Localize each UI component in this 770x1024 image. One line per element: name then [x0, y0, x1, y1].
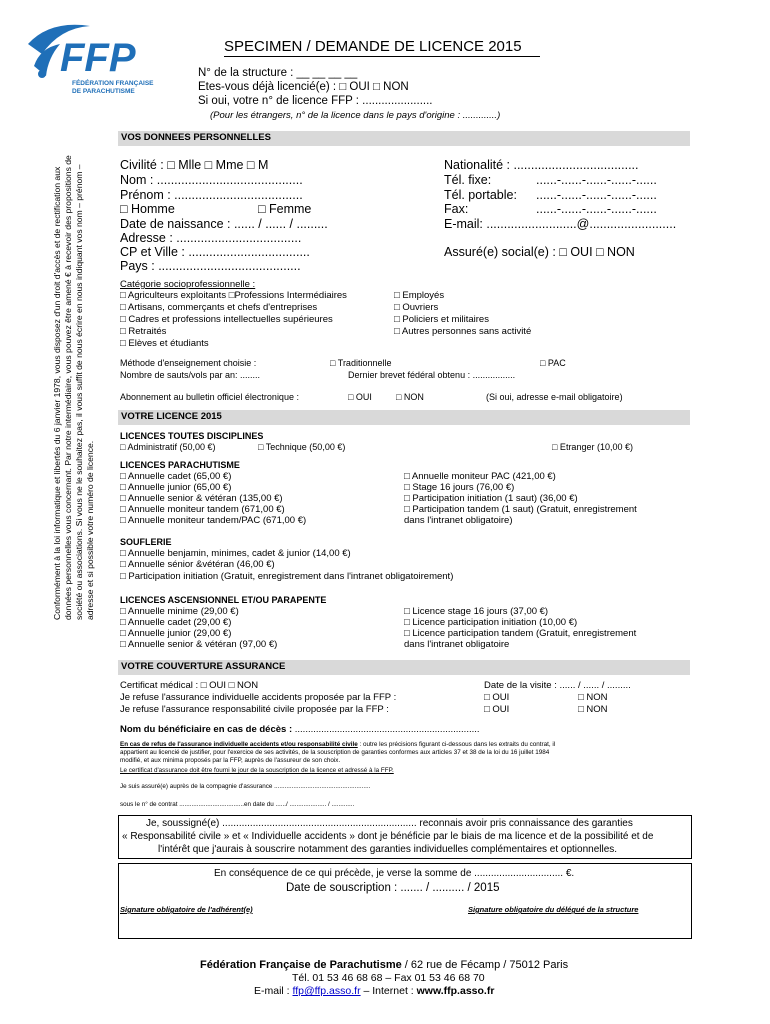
acknowledgement-line-3: l'intérêt que j'aurais à souscrire notamment des garanties individuelles complémentaires et optionnelles.: [158, 844, 618, 855]
licence-option[interactable]: □ Participation tandem (1 saut) (Gratuit, enregistrement: [404, 504, 637, 515]
refusal-text-line-2: appartient au licencié de justifier, pour l'exercice de ses activités, de la souscription de garanties conformes aux articles 37 et 38 de la loi du 16 juillet 1984: [120, 749, 550, 756]
footer-phone-fax: Tél. 01 53 46 68 68 – Fax 01 53 46 68 70: [292, 972, 485, 984]
beneficiary-dots: ......................................................................: [292, 724, 480, 735]
csp-option[interactable]: □ Elèves et étudiants: [120, 338, 209, 349]
last-name-field[interactable]: Nom : ..........................................: [120, 173, 303, 187]
beneficiary-label: Nom du bénéficiaire en cas de décès :: [120, 724, 293, 735]
acknowledgement-line-1[interactable]: Je, soussigné(e) ...................................................................... reconnais avoir pris connaissance des garanties: [146, 818, 633, 829]
fax-field[interactable]: ......-......-......-......-......: [536, 202, 657, 216]
licence-option[interactable]: □ Annuelle senior & vétéran (97,00 €): [120, 639, 278, 650]
acknowledgement-line-2: « Responsabilité civile » et « Individuelle accidents » dont je bénéficie par le biais de ma licence et de la possibilité et de: [122, 831, 654, 842]
email-field[interactable]: E-mail: ..........................@.........................: [444, 217, 677, 231]
refuse-rc-insurance: Je refuse l'assurance responsabilité civile proposée par la FFP :: [120, 704, 389, 715]
bulletin-note: (Si oui, adresse e-mail obligatoire): [486, 392, 623, 402]
fax-label: Fax:: [444, 202, 469, 216]
rc-no-checkbox[interactable]: □ NON: [578, 704, 608, 715]
title-underline: [224, 56, 540, 57]
male-checkbox[interactable]: □ Homme: [120, 202, 175, 216]
contract-field[interactable]: sous le n° de contrat .....................................en date du ....../ ..................... / .............: [120, 801, 355, 808]
refusal-text-line-3: modifié, et aux minima proposés par la FFP, auprès de l'assureur de son choix.: [120, 757, 341, 764]
landline-label: Tél. fixe:: [444, 173, 492, 187]
licence-technique[interactable]: □ Technique (50,00 €): [258, 442, 346, 452]
licence-option[interactable]: □ Annuelle junior (65,00 €): [120, 482, 232, 493]
beneficiary-field[interactable]: [120, 724, 480, 735]
licence-option[interactable]: □ Annuelle cadet (29,00 €): [120, 617, 232, 628]
csp-option[interactable]: □ Autres personnes sans activité: [394, 326, 532, 337]
pac-checkbox[interactable]: □ PAC: [540, 358, 566, 368]
licence-option[interactable]: □ Annuelle senior & vétéran (135,00 €): [120, 493, 283, 504]
country-field[interactable]: Pays : .........................................: [120, 259, 301, 273]
already-licensed-question[interactable]: Etes-vous déjà licencié(e) : □ OUI □ NON: [198, 81, 409, 93]
civility-field[interactable]: Civilité : □ Mlle □ Mme □ M: [120, 158, 269, 172]
privacy-side-note: Conformément à la loi informatique et libertés du 6 janvier 1978, vous disposez d'un droit d'accès et de rectification aux données personnelles vous concernant. Par notre intermédiaire, vous pouvez être amené € à recevoir des propositions de société ou associations. Si vous ne le souhaitez pas, il vous suffit de nous écrire en nous indiquant vos nom – prénom – adresse et si possible votre numéro de licence.: [52, 155, 95, 620]
medical-certificate-question[interactable]: Certificat médical : □ OUI □ NON: [120, 680, 259, 691]
visit-date-field[interactable]: Date de la visite : ...... / ...... / .........: [484, 680, 631, 691]
licence-option[interactable]: □ Annuelle moniteur tandem/PAC (671,00 €): [120, 515, 307, 526]
csp-title: Catégorie socioprofessionnelle :: [120, 279, 256, 290]
landline-field[interactable]: ......-......-......-......-......: [536, 173, 657, 187]
licence-option[interactable]: □ Participation initiation (Gratuit, enregistrement dans l'intranet obligatoirement): [120, 571, 454, 582]
licence-option[interactable]: □ Annuelle moniteur PAC (421,00 €): [404, 471, 556, 482]
footer-federation-name: Fédération Française de Parachutisme: [200, 959, 402, 971]
footer-email-link[interactable]: ffp@ffp.asso.fr: [292, 985, 361, 997]
member-signature-label[interactable]: Signature obligatoire de l'adhérent(e): [120, 905, 253, 914]
address-field[interactable]: Adresse : ....................................: [120, 231, 302, 245]
csp-option[interactable]: □ Artisans, commerçants et chefs d'entreprises: [120, 302, 318, 313]
refusal-text-line-1: En cas de refus de l'assurance individuelle accidents et/ou responsabilité civile : outre les précisions figurant ci-dessous dans les extraits du contrat, il: [120, 741, 556, 748]
delegate-signature-label[interactable]: Signature obligatoire du délégué de la structure: [468, 905, 639, 914]
insurance-heading: VOTRE COUVERTURE ASSURANCE: [118, 660, 690, 675]
personal-data-heading: VOS DONNEES PERSONNELLES: [118, 131, 690, 146]
licence-option[interactable]: □ Annuelle cadet (65,00 €): [120, 471, 232, 482]
logo-subtitle-1: FÉDÉRATION FRANÇAISE: [72, 80, 154, 87]
foreign-licence-note: (Pour les étrangers, n° de la licence dans le pays d'origine : .............): [210, 110, 501, 121]
structure-number-field[interactable]: N° de la structure : __ __ __ __: [198, 67, 358, 79]
csp-option[interactable]: □ Ouvriers: [394, 302, 439, 313]
bulletin-label: Abonnement au bulletin officiel électronique :: [120, 392, 299, 402]
bulletin-yes-checkbox[interactable]: □ OUI: [348, 392, 372, 402]
logo-subtitle-2: DE PARACHUTISME: [72, 88, 135, 95]
parachutisme-title: LICENCES PARACHUTISME: [120, 460, 240, 470]
insurer-field[interactable]: Je suis assuré(e) auprès de la compagnie d'assurance .......................................................: [120, 783, 371, 790]
licence-option[interactable]: □ Annuelle junior (29,00 €): [120, 628, 232, 639]
csp-option[interactable]: □ Retraités: [120, 326, 167, 337]
ffp-logo: [20, 14, 160, 106]
footer-contact: E-mail : ffp@ffp.asso.fr – Internet : www.ffp.asso.fr: [254, 985, 495, 997]
csp-option[interactable]: □ Employés: [394, 290, 445, 301]
mobile-field[interactable]: ......-......-......-......-......: [536, 188, 657, 202]
refusal-title: En cas de refus de l'assurance individuelle accidents et/ou responsabilité civile: [120, 741, 358, 748]
jumps-per-year-field[interactable]: Nombre de sauts/vols par an: ........: [120, 370, 261, 380]
certificate-note: Le certificat d'assurance doit être fourni le jour de la souscription de la licence et adressé à la FFP.: [120, 767, 394, 774]
licence-option[interactable]: □ Participation initiation (1 saut) (36,00 €): [404, 493, 578, 504]
licence-option[interactable]: □ Licence participation initiation (10,00 €): [404, 617, 578, 628]
licence-option[interactable]: □ Annuelle sénior &vétéran (46,00 €): [120, 559, 275, 570]
soufflerie-title: SOUFLERIE: [120, 537, 172, 547]
licence-etranger[interactable]: □ Etranger (10,00 €): [552, 442, 633, 452]
licence-number-field[interactable]: Si oui, votre n° de licence FFP : ......................: [198, 95, 433, 107]
page-title: SPECIMEN / DEMANDE DE LICENCE 2015: [224, 38, 522, 55]
licence-option-note: dans l'intranet obligatoire: [404, 639, 510, 650]
subscription-date-field[interactable]: Date de souscription : ....... / .......... / 2015: [286, 882, 500, 894]
footer-website-link[interactable]: www.ffp.asso.fr: [416, 985, 495, 997]
nationality-field[interactable]: Nationalité : ....................................: [444, 158, 639, 172]
footer-address: Fédération Française de Parachutisme / 62 rue de Fécamp / 75012 Paris: [200, 959, 569, 971]
logo-letters: FFP: [60, 36, 136, 80]
licence-option[interactable]: □ Stage 16 jours (76,00 €): [404, 482, 515, 493]
licence-option[interactable]: □ Licence stage 16 jours (37,00 €): [404, 606, 549, 617]
mobile-label: Tél. portable:: [444, 188, 517, 202]
licence-administratif[interactable]: □ Administratif (50,00 €): [120, 442, 216, 452]
csp-option[interactable]: □ Cadres et professions intellectuelles supérieures: [120, 314, 333, 325]
rc-yes-checkbox[interactable]: □ OUI: [484, 704, 510, 715]
payment-amount-field[interactable]: En conséquence de ce qui précède, je verse la somme de ................................ €.: [214, 868, 575, 879]
last-brevet-field[interactable]: Dernier brevet fédéral obtenu : .................: [348, 370, 516, 380]
teaching-method-label: Méthode d'enseignement choisie :: [120, 358, 257, 368]
licence-option[interactable]: □ Annuelle benjamin, minimes, cadet & junior (14,00 €): [120, 548, 351, 559]
csp-option[interactable]: □ Policiers et militaires: [394, 314, 489, 325]
individual-yes-checkbox[interactable]: □ OUI: [484, 692, 510, 703]
birth-date-field[interactable]: Date de naissance : ...... / ...... / .........: [120, 217, 328, 231]
licence-heading: VOTRE LICENCE 2015: [118, 410, 690, 425]
bulletin-no-checkbox[interactable]: □ NON: [396, 392, 424, 402]
licence-option-note: dans l'intranet obligatoire): [404, 515, 513, 526]
licence-option[interactable]: □ Licence participation tandem (Gratuit, enregistrement: [404, 628, 637, 639]
all-disciplines-title: LICENCES TOUTES DISCIPLINES: [120, 431, 264, 441]
traditional-checkbox[interactable]: □ Traditionnelle: [330, 358, 392, 368]
refuse-individual-insurance: Je refuse l'assurance individuelle accidents proposée par la FFP :: [120, 692, 397, 703]
ascensionnel-title: LICENCES ASCENSIONNEL ET/OU PARAPENTE: [120, 595, 327, 605]
first-name-field[interactable]: Prénom : .....................................: [120, 188, 303, 202]
social-insurance-question[interactable]: Assuré(e) social(e) : □ OUI □ NON: [444, 245, 635, 259]
licence-option[interactable]: □ Annuelle moniteur tandem (671,00 €): [120, 504, 285, 515]
female-checkbox[interactable]: □ Femme: [258, 202, 312, 216]
csp-option[interactable]: □ Agriculteurs exploitants □Professions Intermédiaires: [120, 290, 347, 301]
individual-no-checkbox[interactable]: □ NON: [578, 692, 608, 703]
licence-option[interactable]: □ Annuelle minime (29,00 €): [120, 606, 239, 617]
postcode-city-field[interactable]: CP et Ville : ...................................: [120, 245, 310, 259]
